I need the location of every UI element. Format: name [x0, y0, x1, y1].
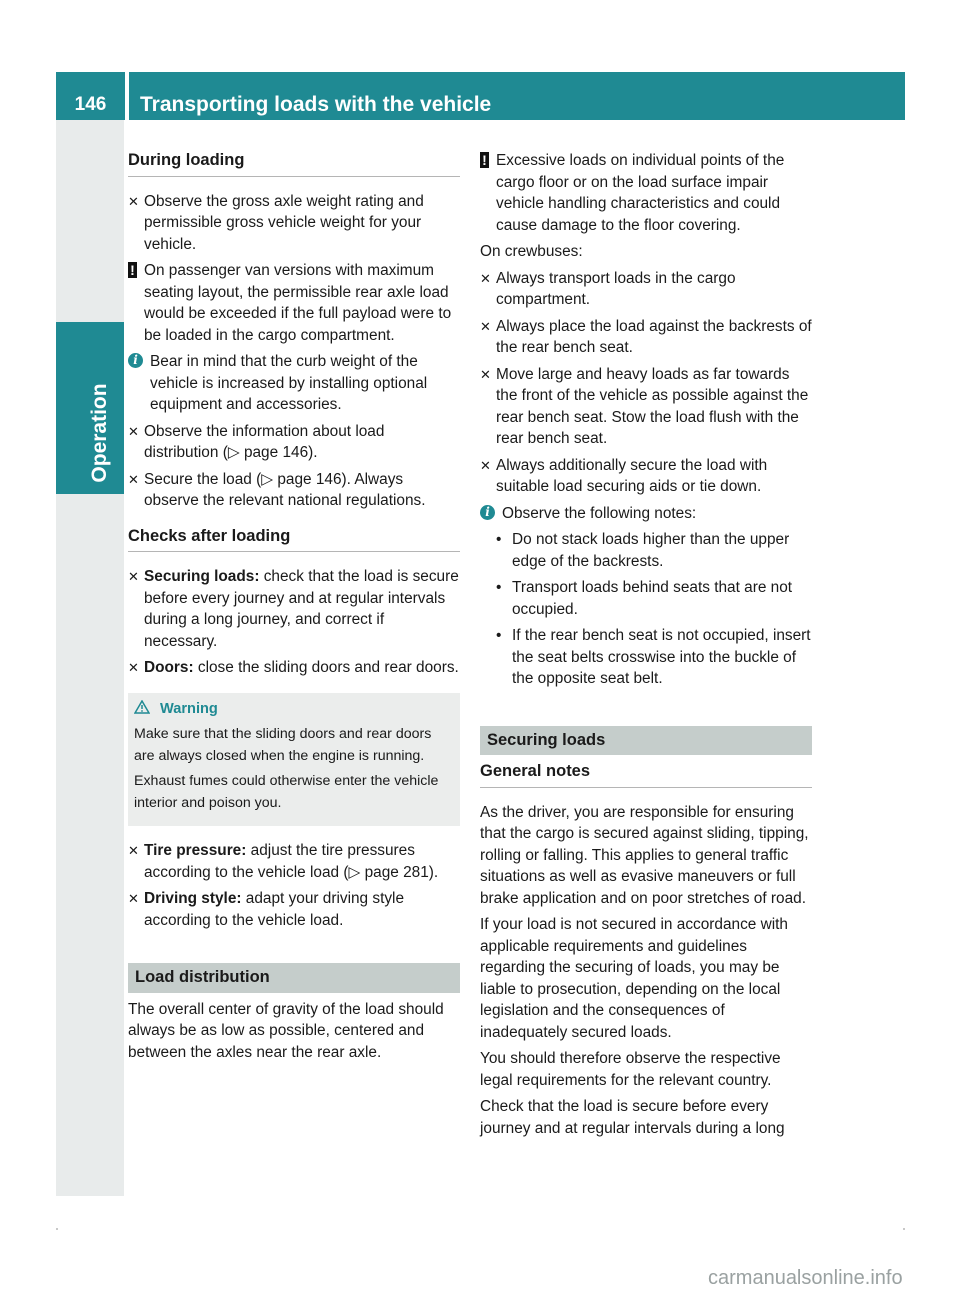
- step-item: ✕ Move large and heavy loads as far towards the front of the vehicle as possible against the rear bench seat. Stow the load flush with the rear bench seat.: [480, 365, 809, 447]
- section-securing-loads: Securing loads: [480, 726, 812, 756]
- step-item: ✕ Secure the load (▷ page 146). Always observe the relevant national regulations.: [128, 470, 426, 509]
- corner-mark: [56, 1228, 58, 1230]
- x-mark-icon: ✕: [128, 843, 139, 858]
- heading-general-notes: General notes: [480, 761, 812, 788]
- warning-heading: Warning: [134, 699, 454, 721]
- warning-triangle-icon: [134, 700, 150, 714]
- step-item: ✕ Tire pressure: adjust the tire pressures according to the vehicle load (▷ page 281).: [128, 842, 439, 881]
- watermark: carmanualsonline.info: [708, 1267, 903, 1289]
- paragraph: The overall center of gravity of the load should always be as low as possible, centered and between the axles near the rear axle.: [128, 1000, 444, 1061]
- paragraph: You should therefore observe the respective legal requirements for the relevant country.: [480, 1050, 781, 1089]
- x-mark-icon: ✕: [480, 270, 491, 286]
- info-note: i Bear in mind that the curb weight of the vehicle is increased by installing optional equipment and accessories.: [128, 351, 460, 416]
- page-header: [56, 72, 905, 120]
- right-column: [480, 150, 812, 1144]
- paragraph: If your load is not secured in accordance with applicable requirements and guidelines regarding the securing of loads, you may be liable to prosecution, depending on the local legislation and the consequences of inadequately secured loads.: [480, 916, 788, 1041]
- step-item: ✕ Always transport loads in the cargo compartment.: [480, 269, 736, 308]
- section-load-distribution: Load distribution: [128, 963, 460, 993]
- list-item: • If the rear bench seat is not occupied, insert the seat belts crosswise into the buckle of the opposite seat belt.: [496, 627, 811, 687]
- bullet-dot: •: [496, 531, 502, 548]
- side-tab: [56, 120, 124, 1196]
- page-number: 146: [74, 94, 107, 115]
- list-item: • Transport loads behind seats that are not occupied.: [496, 579, 793, 618]
- x-mark-icon: ✕: [480, 366, 491, 382]
- paragraph: On crewbuses:: [480, 243, 583, 260]
- step-item: ✕ Always place the load against the backrests of the rear bench seat.: [480, 317, 812, 356]
- corner-mark: [903, 1228, 905, 1230]
- info-note: i Observe the following notes:: [480, 503, 812, 525]
- x-mark-icon: ✕: [128, 891, 139, 906]
- x-mark-icon: ✕: [128, 471, 139, 487]
- step-item: ✕ Observe the information about load distribution (▷ page 146).: [128, 422, 385, 461]
- heading-during-loading: During loading: [128, 150, 460, 177]
- x-mark-icon: ✕: [480, 318, 491, 334]
- heading-checks-after-loading: Checks after loading: [128, 526, 460, 553]
- step-item: ✕ Securing loads: check that the load is secure before every journey and at regular intervals during a long journey, and correct if necessary.: [128, 568, 459, 650]
- paragraph: As the driver, you are responsible for ensuring that the cargo is secured against sliding, tipping, rolling or falling. This applies to general traffic situations as well as evasive maneuvers or full brake application and on poor stretches of road.: [480, 803, 809, 907]
- paragraph: Check that the load is secure before every journey and at regular intervals during a long: [480, 1098, 785, 1137]
- warning-text: Make sure that the sliding doors and rear doors are always closed when the engine is running.: [134, 726, 432, 764]
- x-mark-icon: ✕: [128, 569, 139, 584]
- exclamation-icon: !: [128, 262, 137, 278]
- left-column: [128, 150, 460, 1068]
- x-mark-icon: ✕: [128, 423, 139, 439]
- side-tab-label: Operation: [88, 383, 111, 483]
- list-item: • Do not stack loads higher than the upper edge of the backrests.: [496, 531, 790, 570]
- warning-box: [128, 693, 460, 827]
- x-mark-icon: ✕: [480, 457, 491, 473]
- bullet-dot: •: [496, 579, 502, 596]
- info-icon: i: [480, 505, 495, 520]
- info-icon: i: [128, 353, 143, 368]
- page-title: Transporting loads with the vehicle: [140, 93, 492, 116]
- caution-note: ! Excessive loads on individual points of the cargo floor or on the load surface impair vehicle handling characteristics and could cause damage to the floor covering.: [480, 150, 812, 236]
- x-mark-icon: ✕: [128, 193, 139, 209]
- warning-text: Exhaust fumes could otherwise enter the vehicle interior and poison you.: [134, 773, 439, 811]
- step-item: ✕ Driving style: adapt your driving style according to the vehicle load.: [128, 890, 405, 929]
- exclamation-icon: !: [480, 152, 489, 168]
- header-divider: [125, 72, 129, 120]
- step-item: ✕ Doors: close the sliding doors and rear doors.: [128, 657, 460, 679]
- x-mark-icon: ✕: [128, 660, 139, 675]
- caution-note: ! On passenger van versions with maximum seating layout, the permissible rear axle load would be exceeded if the full payload were to be loaded in the cargo compartment.: [128, 260, 460, 346]
- step-item: ✕ Observe the gross axle weight rating and permissible gross vehicle weight for your vehicle.: [128, 192, 424, 253]
- step-item: ✕ Always additionally secure the load with suitable load securing aids or tie down.: [480, 456, 768, 495]
- bullet-dot: •: [496, 627, 502, 644]
